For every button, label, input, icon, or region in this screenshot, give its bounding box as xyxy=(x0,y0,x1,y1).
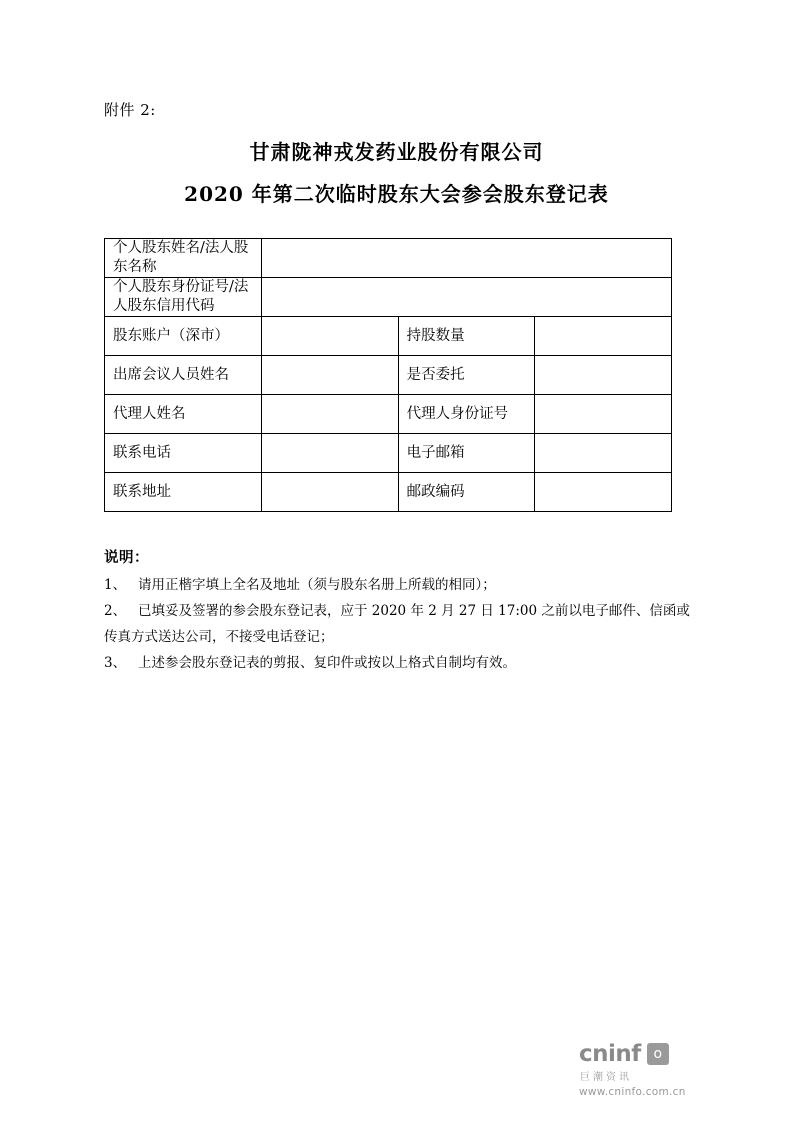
table-cell-input[interactable] xyxy=(262,317,399,356)
table-cell-input[interactable] xyxy=(535,317,672,356)
attachment-label: 附件 2: xyxy=(104,101,156,119)
table-cell-input[interactable] xyxy=(262,239,672,278)
table-cell-label: 股东账户（深市） xyxy=(105,317,262,356)
table-cell-label: 持股数量 xyxy=(398,317,535,356)
table-cell-input[interactable] xyxy=(535,395,672,434)
table-cell-label: 个人股东姓名/法人股东名称 xyxy=(105,239,262,278)
watermark-logo-text: cninf xyxy=(579,1041,641,1067)
watermark-logo-row xyxy=(579,1041,769,1067)
table-cell-label: 出席会议人员姓名 xyxy=(105,356,262,395)
table-cell-input[interactable] xyxy=(535,434,672,473)
table-cell-label: 联系电话 xyxy=(105,434,262,473)
table-cell-label: 代理人身份证号 xyxy=(398,395,535,434)
table-cell-input[interactable] xyxy=(535,473,672,512)
note-number: 1、 xyxy=(104,577,127,593)
note-text: 上述参会股东登记表的剪报、复印件或按以上格式自制均有效。 xyxy=(138,655,516,671)
table-cell-label: 个人股东身份证号/法人股东信用代码 xyxy=(105,278,262,317)
table-cell-input[interactable] xyxy=(262,473,399,512)
table-cell-label: 是否委托 xyxy=(398,356,535,395)
table-cell-input[interactable] xyxy=(262,278,672,317)
table-cell-input[interactable] xyxy=(262,434,399,473)
shareholder-registration-table xyxy=(104,238,672,512)
table-cell-input[interactable] xyxy=(535,356,672,395)
note-text: 已填妥及签署的参会股东登记表，应于 2020 年 2 月 27 日 17:00 之前以电子邮件、信函或传真方式送达公司，不接受电话登记； xyxy=(104,603,690,645)
table-row xyxy=(105,434,672,473)
watermark-mark-icon: o xyxy=(647,1043,669,1065)
table-cell-label: 电子邮箱 xyxy=(398,434,535,473)
table-row xyxy=(105,395,672,434)
list-item xyxy=(104,598,694,650)
table-cell-input[interactable] xyxy=(262,395,399,434)
watermark-url: www.cninfo.com.cn xyxy=(579,1086,686,1098)
table-cell-label: 邮政编码 xyxy=(398,473,535,512)
document-title-line1: 甘肃陇神戎发药业股份有限公司 xyxy=(249,140,544,164)
note-text: 请用正楷字填上全名及地址（须与股东名册上所载的相同）； xyxy=(138,577,496,593)
note-number: 2、 xyxy=(104,603,127,619)
note-number: 3、 xyxy=(104,655,127,671)
table-cell-input[interactable] xyxy=(262,356,399,395)
table-row xyxy=(105,278,672,317)
cninfo-watermark xyxy=(579,1041,769,1098)
notes-title: 说明： xyxy=(104,549,149,566)
watermark-subtitle: 巨潮资讯 xyxy=(580,1072,632,1083)
table-cell-label: 联系地址 xyxy=(105,473,262,512)
table-row xyxy=(105,317,672,356)
document-title-line2: 2020 年第二次临时股东大会参会股东登记表 xyxy=(184,182,609,206)
list-item xyxy=(104,572,694,598)
table-row xyxy=(105,473,672,512)
table-row xyxy=(105,356,672,395)
notes-list xyxy=(104,572,694,676)
list-item xyxy=(104,650,694,676)
table-row xyxy=(105,239,672,278)
table-cell-label: 代理人姓名 xyxy=(105,395,262,434)
